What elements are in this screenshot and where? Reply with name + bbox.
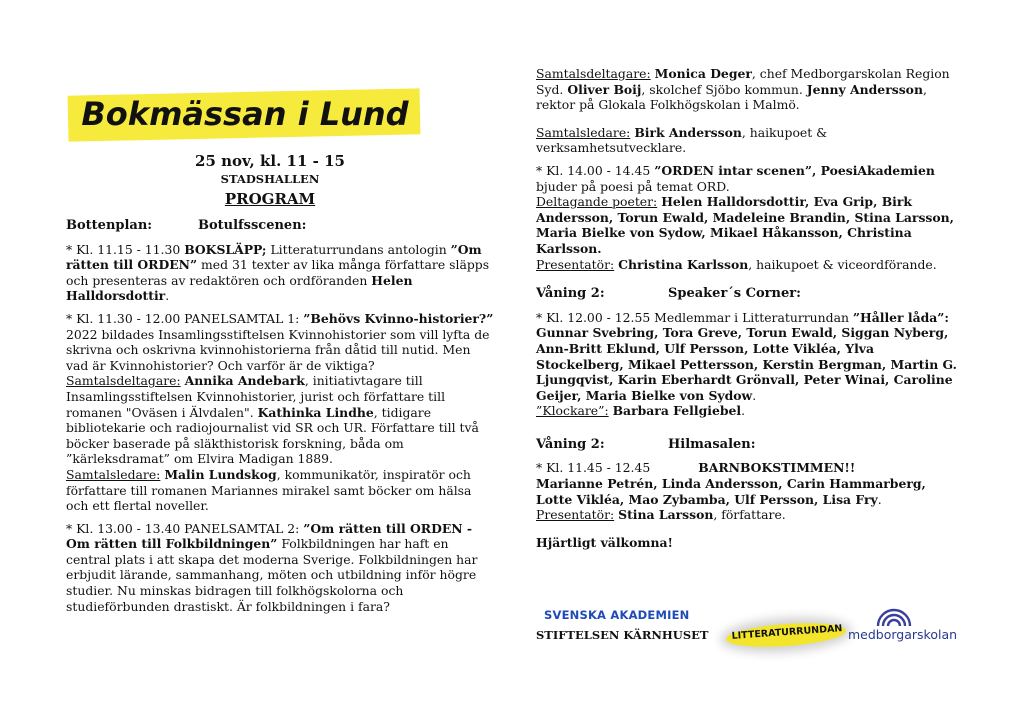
time-label: * Kl. 11.15 - 11.30 [66, 241, 185, 257]
time-label: * Kl. 11.30 - 12.00 PANELSAMTAL 1: [66, 310, 304, 326]
event-tag: BOKSLÄPP; [184, 241, 267, 257]
sponsor-logos [536, 606, 966, 656]
text: . [741, 403, 746, 419]
person-desc: , chef Medborgarskolan Region Syd. [536, 66, 950, 97]
section-heading-bottenplan [66, 218, 494, 234]
room-label: Hilmasalen: [668, 436, 756, 452]
time-label: * Kl. 13.00 - 13.40 PANELSAMTAL 2: [66, 520, 304, 536]
svenska-akademien-logo: SVENSKA AKADEMIEN [544, 608, 690, 622]
program-item-boksläpp [66, 242, 494, 304]
person-desc: , skolchef Sjöbo kommun. [641, 81, 807, 97]
poets-label: Deltagande poeter: [536, 194, 658, 210]
event-date: 25 nov, kl. 11 - 15 [195, 152, 345, 170]
left-column [66, 218, 494, 621]
person-name: Jenny Andersson [806, 81, 923, 97]
person-desc: , tidigare bibliotekarie och radiojournalist vid SR och UR. Författare till två böcker baserade på släkthistorisk forskning, båda om ”kärleksdramat” om Elvira Madigan 1889. [66, 404, 479, 467]
participants-list: Gunnar Svebring, Tora Greve, Torun Ewald, Siggan Nyberg, Ann-Britt Eklund, Ulf Persson, Lotte Vikléa, Ylva Stockelberg, Mikael Pettersson, Kerstin Bergman, Martin G. Ljungqvist, Karin Eberhardt Grönvall, Peter Winai, Caroline Geijer, Maria Bielke von Sydow [536, 325, 957, 403]
person-desc: , initiativtagare till Insamlingsstiftelsen Kvinnohistorier, jurist och författare till romanen "Oväsen i Älvdalen". [66, 373, 446, 420]
panel-description: 2022 bildades Insamlingsstiftelsen Kvinnohistorier som vill lyfta de skrivna och oskrivna kvinnohistorierna från dåtid till nutid. Men vad är Kvinnohistorier? Och varför är de viktiga? [66, 326, 490, 373]
moderator-label: Samtalsledare: [536, 124, 631, 140]
room-label: Speaker´s Corner: [668, 286, 801, 302]
program-item-panel-1 [66, 311, 494, 514]
panel-2-participants [536, 66, 964, 113]
book-title: ”Om rätten till ORDEN” [66, 241, 482, 273]
person-name: Kathinka Lindhe [257, 404, 374, 420]
panel-topic: ”Behövs Kvinno-historier?” [303, 310, 494, 326]
event-description: bjuder på poesi på temat ORD. [536, 178, 730, 194]
participants-label: Samtalsdeltagare: [536, 66, 651, 81]
panel-topic: ”Om rätten till ORDEN - Om rätten till Folkbildningen” [66, 520, 473, 552]
program-item-haller-lada [536, 310, 964, 419]
program-item-barnbokstimmen [536, 460, 964, 522]
event-title: ”ORDEN intar scenen”, PoesiAkademien [654, 162, 935, 178]
right-column [536, 66, 964, 557]
section-heading-speakers-corner [536, 286, 964, 302]
person-name: Annika Andebark [184, 373, 305, 389]
person-name: Helen Halldorsdottir [66, 272, 413, 304]
person-name: Stina Larsson [618, 507, 714, 523]
panel-2-moderator [536, 125, 964, 156]
poets-list: Helen Halldorsdottir, Eva Grip, Birk Andersson, Torun Ewald, Madeleine Brandin, Stina Larsson, Maria Bielke von Sydow, Mikael Håkansson, Christina Karlsson. [536, 194, 954, 256]
medborgarskolan-arc-icon [874, 606, 914, 626]
time-label: * Kl. 14.00 - 14.45 [536, 162, 655, 178]
person-name: Malin Lundskog [164, 466, 277, 482]
event-venue: STADSHALLEN [220, 172, 320, 186]
section-heading-hilmasalen [536, 437, 964, 453]
program-item-poetry [536, 163, 964, 272]
person-desc: , haikupoet & verksamhetsutvecklare. [536, 124, 828, 156]
text: med 31 texter av lika många författare släpps och presenteras av redaktören och ordföranden [66, 257, 490, 288]
event-title: BARNBOKSTIMMEN!! [698, 460, 856, 476]
room-label: Botulfsscenen: [198, 218, 307, 233]
floor-label: Våning 2: [536, 436, 605, 452]
welcome-text: Hjärtligt välkomna! [536, 534, 673, 550]
time-label: * Kl. 12.00 - 12.55 Medlemmar i Litteraturrundan [536, 309, 853, 325]
litteraturrundan-logo: LITTERATURRUNDAN [731, 623, 843, 642]
text: . [877, 491, 882, 507]
person-name: Birk Andersson [634, 124, 742, 140]
person-name: Oliver Boij [567, 81, 642, 97]
moderator-label: Samtalsledare: [66, 466, 161, 482]
medborgarskolan-logo: medborgarskolan [848, 627, 958, 642]
page-title: Bokmässan i Lund [81, 95, 409, 133]
person-desc: , kommunikatör, inspiratör och författare till romanen Mariannes mirakel samt böcker om hälsa och ett flertal noveller. [66, 466, 472, 514]
person-name: Monica Deger [654, 66, 752, 81]
klockare-label: ”Klockare”: [536, 403, 609, 419]
text: . [752, 387, 757, 403]
program-heading: PROGRAM [224, 190, 316, 208]
panel-description: Folkbildningen har haft en central plats i att skapa det moderna Sverige. Folkbildningen har erbjudit lärande, sammanhang, möten och utbildning inför högre studier. Nu minskas bidragen till folkhögskolorna och studieförbunden drastiskt. Är folkbildningen i fara? [66, 536, 478, 614]
participants-label: Samtalsdeltagare: [66, 373, 181, 389]
time-label: * Kl. 11.45 - 12.45 [536, 460, 651, 476]
person-name: Barbara Fellgiebel [612, 403, 742, 419]
text: . [165, 288, 170, 304]
person-desc: , författare. [713, 507, 786, 523]
person-desc: , haikupoet & viceordförande. [748, 256, 937, 272]
program-item-panel-2 [66, 521, 494, 615]
event-title: ”Håller låda”: [852, 309, 950, 325]
person-name: Christina Karlsson [618, 256, 749, 272]
text: Litteraturrundans antologin [266, 241, 451, 257]
floor-label: Våning 2: [536, 286, 605, 302]
stiftelsen-karnhuset-logo: STIFTELSEN KÄRNHUSET [536, 628, 709, 642]
floor-label: Bottenplan: [66, 218, 153, 233]
presenter-label: Presentatör: [536, 256, 615, 272]
participants-list: Marianne Petrén, Linda Andersson, Carin Hammarberg, Lotte Vikléa, Mao Zybamba, Ulf Persson, Lisa Fry [536, 476, 926, 507]
presenter-label: Presentatör: [536, 507, 615, 523]
person-desc: , rektor på Glokala Folkhögskolan i Malmö. [536, 81, 927, 113]
